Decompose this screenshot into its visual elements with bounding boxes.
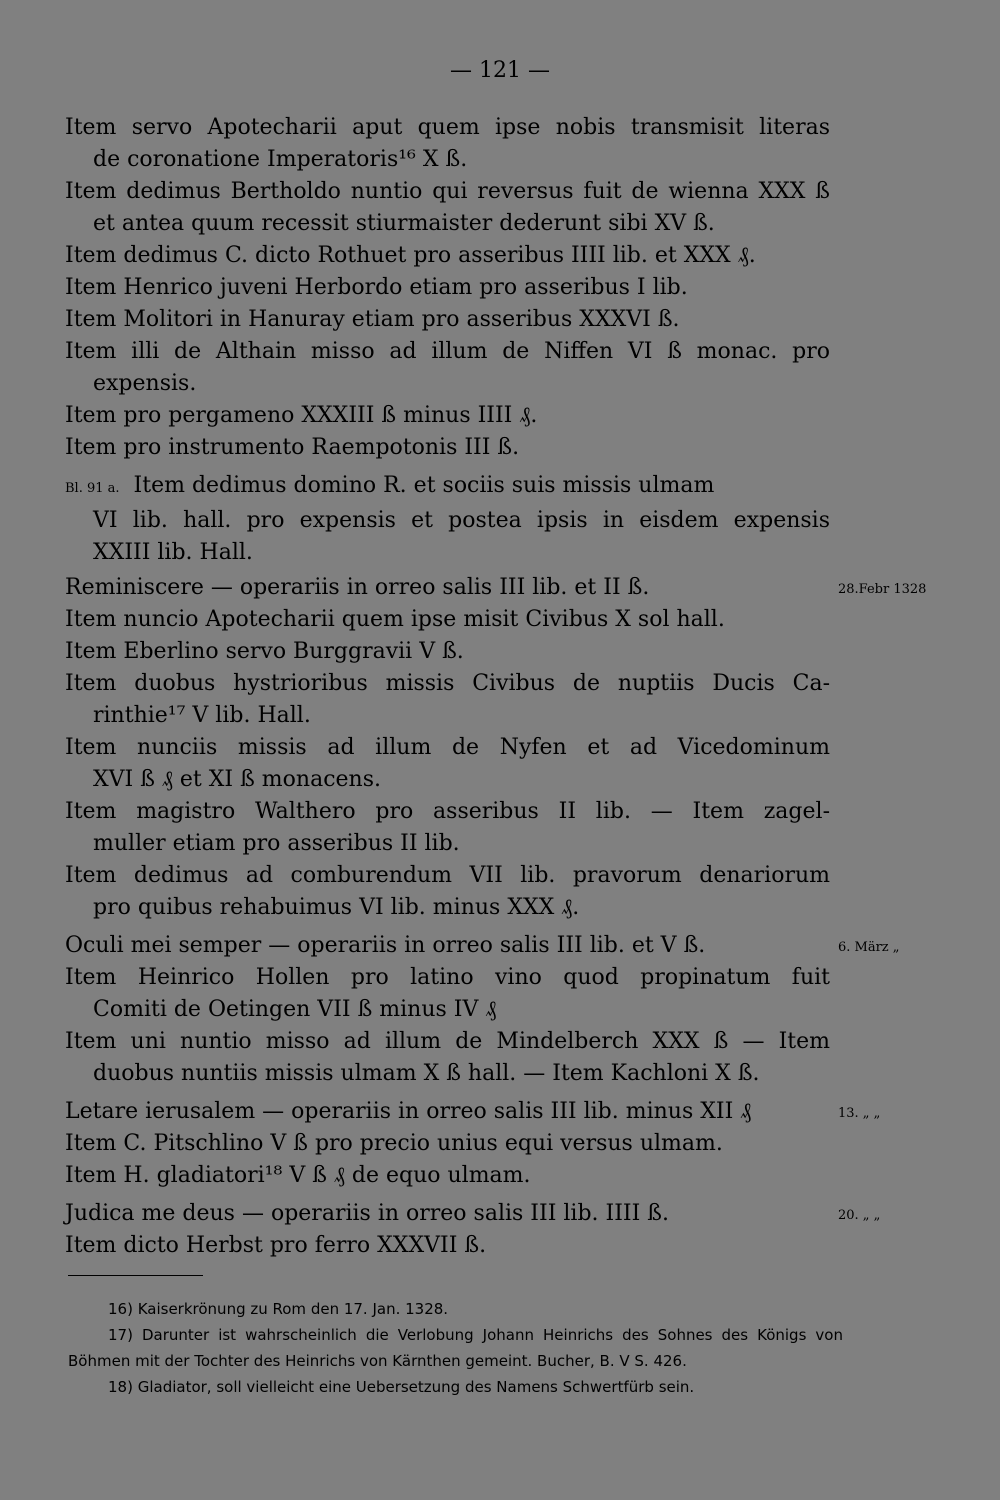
ledger-entry	[65, 112, 830, 176]
entry-line: Item dedimus ad comburendum VII lib. pravorum denariorum	[65, 863, 830, 888]
ledger-entry	[65, 304, 830, 336]
ledger-entry	[65, 732, 830, 796]
entry-line: Item nunciis missis ad illum de Nyfen et ad Vicedominum	[65, 735, 830, 760]
entry-line: Item dicto Herbst pro ferro XXXVII ß.	[65, 1233, 487, 1258]
entry-line: Item dedimus C. dicto Rothuet pro asseribus IIII lib. et XXX ₰.	[65, 243, 756, 268]
ledger-entry	[65, 796, 830, 860]
entry-line: Item illi de Althain misso ad illum de Niffen VI ß monac. pro	[65, 339, 830, 364]
entry-line: Item dedimus Bertholdo nuntio qui reversus fuit de wienna XXX ß	[65, 179, 830, 204]
ledger-entry	[65, 240, 830, 272]
entry-line: Item H. gladiatori¹⁸ V ß ₰ de equo ulmam.	[65, 1163, 531, 1188]
ledger-entry	[65, 400, 830, 432]
entry-line: Judica me deus — operariis in orreo salis III lib. IIII ß.	[65, 1201, 669, 1226]
entry-line: Item uni nuntio misso ad illum de Mindelberch XXX ß — Item	[65, 1029, 830, 1054]
entry-line: Item pro pergameno XXXIII ß minus IIII ₰.	[65, 403, 538, 428]
footnote-17: 17) Darunter ist wahrscheinlich die Verlobung Johann Heinrichs des Sohnes des Königs von Böhmen mit der Tochter des Heinrichs von Kärnthen gemeint. Bucher, B. V S. 426.	[68, 1326, 843, 1370]
entry-line: Item Molitori in Hanuray etiam pro asseribus XXXVI ß.	[65, 307, 680, 332]
ledger-entry	[65, 930, 830, 962]
ledger-entry	[65, 470, 830, 569]
ledger-entry	[65, 336, 830, 400]
footnote-rule	[68, 1275, 203, 1276]
footnote-18: 18) Gladiator, soll vielleicht eine Uebersetzung des Namens Schwertfürb sein.	[108, 1378, 695, 1396]
footnotes	[68, 1296, 843, 1400]
ledger-entry	[65, 432, 830, 464]
entry-line: Item duobus hystrioribus missis Civibus de nuptiis Ducis Ca-	[65, 671, 830, 696]
entry-line: VI lib. hall. pro expensis et postea ipsis in eisdem expensis	[93, 508, 830, 533]
entry-line: Item servo Apotecharii aput quem ipse nobis transmisit literas	[65, 115, 830, 140]
entry-line: Item Eberlino servo Burggravii V ß.	[65, 639, 464, 664]
ledger-entry	[65, 572, 830, 604]
entry-line: pro quibus rehabuimus VI lib. minus XXX ₰.	[93, 895, 580, 920]
ledger-entry	[65, 1026, 830, 1090]
ledger-entry	[65, 1096, 830, 1128]
entry-line: de coronatione Imperatoris¹⁶ X ß.	[93, 147, 468, 172]
margin-folio-label: Bl. 91 a.	[65, 481, 120, 496]
side-date: 28.Febr 1328	[838, 582, 927, 597]
entry-line: Item C. Pitschlino V ß pro precio unius equi versus ulmam.	[65, 1131, 723, 1156]
entry-line: Item magistro Walthero pro asseribus II lib. — Item zagel-	[65, 799, 830, 824]
entry-line: duobus nuntiis missis ulmam X ß hall. — Item Kachloni X ß.	[93, 1061, 760, 1086]
entry-line: XVI ß ₰ et XI ß monacens.	[93, 767, 381, 792]
ledger-entry	[65, 1230, 830, 1262]
ledger-entry	[65, 636, 830, 668]
ledger-entry	[65, 1128, 830, 1160]
entry-line: expensis.	[93, 371, 197, 396]
ledger-entry	[65, 176, 830, 240]
footnote-16: 16) Kaiserkrönung zu Rom den 17. Jan. 1328.	[108, 1300, 449, 1318]
entry-line: Comiti de Oetingen VII ß minus IV ₰	[93, 997, 497, 1022]
ledger-entry	[65, 604, 830, 636]
ledger-entry	[65, 1198, 830, 1230]
entry-line: Letare ierusalem — operariis in orreo salis III lib. minus XII ₰	[65, 1099, 752, 1124]
entry-line: Reminiscere — operariis in orreo salis III lib. et II ß.	[65, 575, 650, 600]
entry-line: Item Henrico juveni Herbordo etiam pro asseribus I lib.	[65, 275, 688, 300]
entry-line: XXIII lib. Hall.	[93, 540, 253, 565]
side-date: 20. „ „	[838, 1208, 881, 1223]
entry-line: muller etiam pro asseribus II lib.	[93, 831, 460, 856]
ledger-entry	[65, 962, 830, 1026]
ledger-entry	[65, 272, 830, 304]
entry-line: Oculi mei semper — operariis in orreo salis III lib. et V ß.	[65, 933, 706, 958]
entry-line: rinthie¹⁷ V lib. Hall.	[93, 703, 311, 728]
side-date: 13. „ „	[838, 1106, 881, 1121]
ledger-entry	[65, 1160, 830, 1192]
ledger-entry	[65, 860, 830, 924]
entry-line: Item Heinrico Hollen pro latino vino quod propinatum fuit	[65, 965, 830, 990]
entry-line: et antea quum recessit stiurmaister dederunt sibi XV ß.	[93, 211, 715, 236]
page-number: — 121 —	[450, 58, 550, 83]
ledger-entry	[65, 668, 830, 732]
entry-line: Item dedimus domino R. et sociis suis missis ulmam	[133, 473, 715, 498]
side-date: 6. März „	[838, 940, 900, 955]
entry-line: Item pro instrumento Raempotonis III ß.	[65, 435, 520, 460]
entry-line: Item nuncio Apotecharii quem ipse misit Civibus X sol hall.	[65, 607, 725, 632]
